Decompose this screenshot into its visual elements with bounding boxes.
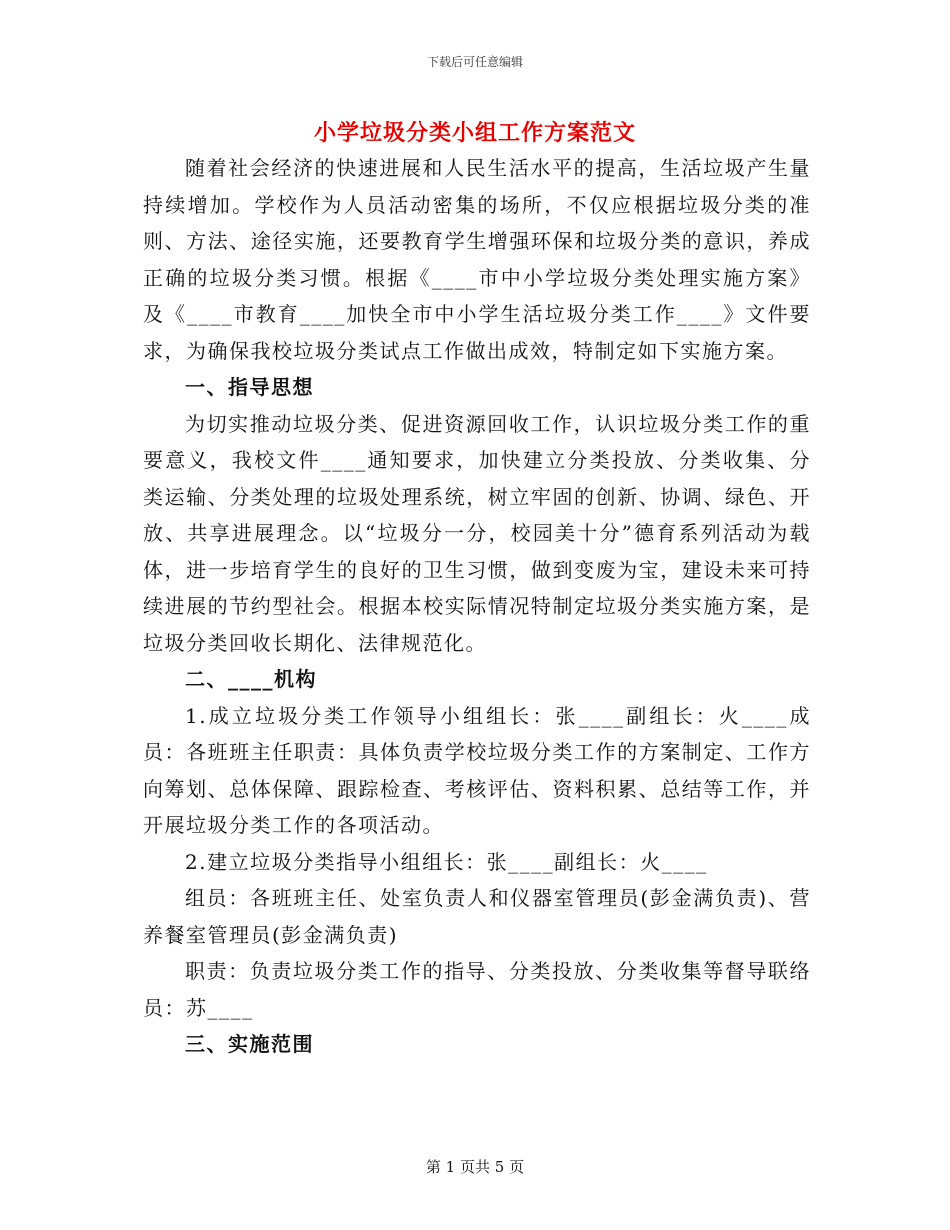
section-heading-organization: 二、____机构	[185, 667, 317, 691]
section-heading-scope: 三、实施范围	[185, 1032, 314, 1056]
organization-members: 组员：各班班主任、处室负责人和仪器室管理员(彭金满负责)、营养餐室管理员(彭金满负责)	[143, 886, 811, 947]
organization-item-1: 1.成立垃圾分类工作领导小组组长：张____副组长：火____成员：各班班主任职责：具体负责学校垃圾分类工作的方案制定、工作方向筹划、总体保障、跟踪检查、考核评估、资料积累、总结等工作，并开展垃圾分类工作的各项活动。	[143, 703, 811, 837]
organization-item-2: 2.建立垃圾分类指导小组组长：张____副组长：火____	[185, 849, 708, 874]
header-note: 下载后可任意编辑	[426, 55, 523, 69]
organization-duties: 职责：负责垃圾分类工作的指导、分类投放、分类收集等督导联络员：苏____	[143, 959, 811, 1020]
page-footer: 第 1 页共 5 页	[425, 1158, 525, 1176]
section-heading-guiding-thought: 一、指导思想	[185, 375, 314, 399]
document-body	[143, 150, 811, 1063]
intro-paragraph: 随着社会经济的快速进展和人民生活水平的提高，生活垃圾产生量持续增加。学校作为人员活动密集的场所，不仅应根据垃圾分类的准则、方法、途径实施，还要教育学生增强环保和垃圾分类的意识，养成正确的垃圾分类习惯。根据《____市中小学垃圾分类处理实施方案》及《____市教育____加快全市中小学生活垃圾分类工作____》文件要求，为确保我校垃圾分类试点工作做出成效，特制定如下实施方案。	[143, 156, 811, 363]
guiding-thought-paragraph: 为切实推动垃圾分类、促进资源回收工作，认识垃圾分类工作的重要意义，我校文件____通知要求，加快建立分类投放、分类收集、分类运输、分类处理的垃圾处理系统，树立牢固的创新、协调、绿色、开放、共享进展理念。以“垃圾分一分，校园美十分”德育系列活动为载体，进一步培育学生的良好的卫生习惯，做到变废为宝，建设未来可持续进展的节约型社会。根据本校实际情况特制定垃圾分类实施方案，是垃圾分类回收长期化、法律规范化。	[143, 411, 811, 655]
document-title: 小学垃圾分类小组工作方案范文	[313, 120, 636, 146]
